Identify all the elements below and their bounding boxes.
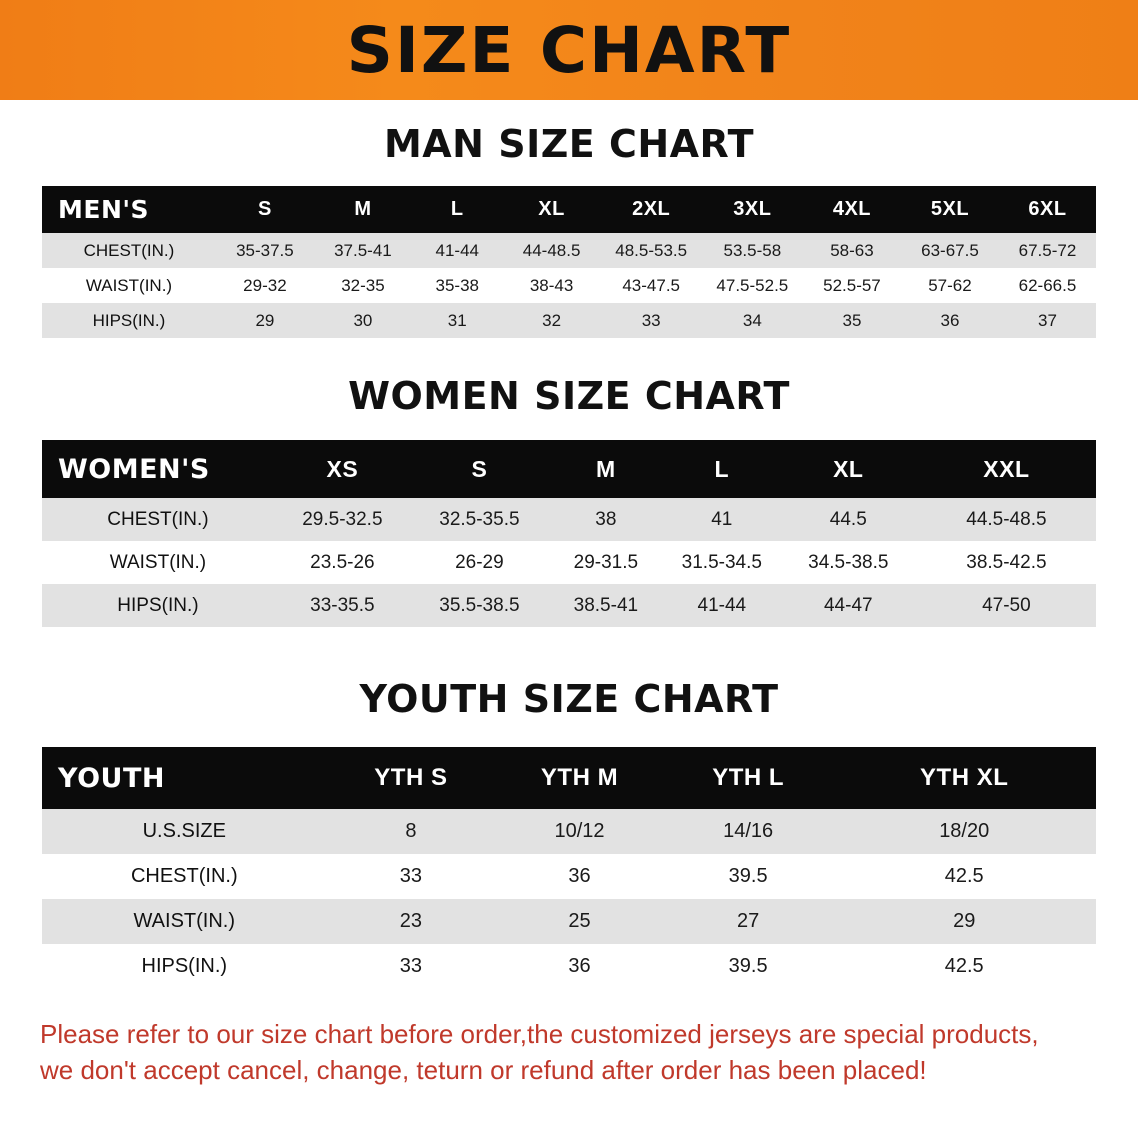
- column-header: S: [471, 455, 488, 482]
- column-header: MEN'S: [58, 195, 150, 224]
- table-cell: 23: [399, 910, 423, 932]
- youth-size-table: [42, 747, 1096, 989]
- table-cell: 33-35.5: [310, 594, 375, 616]
- row-label: HIPS(IN.): [141, 955, 228, 977]
- policy-note-line-2: we don't accept cancel, change, teturn or refund after order has been placed!: [40, 1054, 927, 1085]
- page-banner: [0, 0, 1138, 100]
- table-cell: 58-63: [830, 240, 874, 260]
- table-cell: 29-32: [243, 275, 287, 295]
- table-cell: 39.5: [728, 865, 768, 887]
- table-cell: 33: [641, 310, 661, 330]
- column-header: 5XL: [930, 198, 970, 220]
- table-cell: 41: [711, 508, 733, 530]
- row-label: CHEST(IN.): [83, 240, 175, 260]
- page-title: SIZE CHART: [346, 13, 792, 87]
- man-section-title: MAN SIZE CHART: [383, 122, 755, 166]
- table-cell: 44.5: [829, 508, 867, 530]
- table-cell: 34: [742, 310, 762, 330]
- column-header: YTH S: [374, 764, 448, 791]
- table-cell: 25: [568, 910, 591, 932]
- table-cell: 37.5-41: [334, 240, 392, 260]
- table-cell: 35-38: [435, 275, 479, 295]
- column-header: L: [450, 198, 464, 220]
- column-header: WOMEN'S: [58, 453, 210, 485]
- column-header: YOUTH: [58, 762, 165, 794]
- table-cell: 29.5-32.5: [302, 508, 383, 530]
- table-cell: 44-47: [823, 594, 873, 616]
- table-cell: 57-62: [928, 275, 972, 295]
- table-cell: 36: [940, 310, 960, 330]
- youth-section-title: YOUTH SIZE CHART: [359, 677, 779, 721]
- row-label: WAIST(IN.): [133, 910, 236, 932]
- table-cell: 38: [595, 508, 617, 530]
- women-section-title: WOMEN SIZE CHART: [348, 374, 790, 418]
- column-header: XS: [326, 455, 359, 482]
- table-cell: 41-44: [697, 594, 747, 616]
- table-cell: 10/12: [554, 820, 605, 842]
- column-header: YTH M: [540, 764, 619, 791]
- table-cell: 23.5-26: [310, 551, 375, 573]
- table-cell: 29: [255, 310, 275, 330]
- column-header: YTH L: [712, 764, 785, 791]
- column-header: 4XL: [832, 198, 872, 220]
- column-header: 3XL: [733, 198, 772, 220]
- table-cell: 38-43: [529, 275, 574, 295]
- table-row: [42, 809, 1096, 854]
- table-cell: 30: [353, 310, 373, 330]
- row-label: CHEST(IN.): [130, 865, 238, 887]
- row-label: HIPS(IN.): [92, 310, 166, 330]
- table-cell: 43-47.5: [622, 275, 681, 295]
- table-cell: 34.5-38.5: [808, 551, 889, 573]
- column-header: 6XL: [1028, 198, 1067, 220]
- column-header: L: [714, 455, 730, 482]
- policy-note: [40, 1017, 1098, 1089]
- table-cell: 33: [399, 955, 423, 977]
- table-header-row: [42, 747, 1096, 809]
- table-cell: 38.5-42.5: [966, 551, 1047, 573]
- table-header-row: [42, 440, 1096, 498]
- table-cell: 32-35: [341, 275, 385, 295]
- table-cell: 48.5-53.5: [615, 240, 688, 260]
- table-header-row: [42, 186, 1096, 233]
- table-cell: 39.5: [728, 955, 768, 977]
- table-cell: 44.5-48.5: [966, 508, 1047, 530]
- table-row: [42, 854, 1096, 899]
- row-label: WAIST(IN.): [109, 551, 207, 573]
- table-cell: 27: [737, 910, 760, 932]
- table-cell: 31.5-34.5: [681, 551, 762, 573]
- column-header: 2XL: [632, 198, 671, 220]
- youth-table-wrap: [42, 747, 1096, 989]
- table-cell: 14/16: [723, 820, 774, 842]
- table-cell: 47.5-52.5: [716, 275, 789, 295]
- table-row: [42, 233, 1096, 268]
- table-row: [42, 584, 1096, 627]
- row-label: CHEST(IN.): [107, 508, 209, 530]
- table-cell: 53.5-58: [723, 240, 782, 260]
- table-cell: 29: [953, 910, 976, 932]
- column-header: XL: [538, 198, 565, 220]
- table-cell: 44-48.5: [522, 240, 581, 260]
- table-cell: 37: [1038, 310, 1057, 330]
- table-row: [42, 541, 1096, 584]
- table-cell: 42.5: [944, 865, 984, 887]
- table-cell: 32: [542, 310, 562, 330]
- policy-note-line-1: Please refer to our size chart before order,the customized jerseys are special products,: [40, 1019, 1039, 1049]
- row-label: HIPS(IN.): [117, 594, 199, 616]
- table-cell: 47-50: [982, 594, 1031, 616]
- table-cell: 35.5-38.5: [439, 594, 520, 616]
- table-cell: 8: [405, 820, 417, 842]
- table-cell: 35-37.5: [236, 240, 294, 260]
- man-size-table: [42, 186, 1096, 338]
- column-header: M: [596, 455, 616, 482]
- table-row: [42, 268, 1096, 303]
- column-header: YTH XL: [920, 764, 1009, 791]
- table-row: [42, 944, 1096, 989]
- table-cell: 63-67.5: [921, 240, 979, 260]
- table-row: [42, 498, 1096, 541]
- table-row: [42, 899, 1096, 944]
- row-label: WAIST(IN.): [85, 275, 173, 295]
- table-cell: 33: [399, 865, 423, 887]
- column-header: XXL: [983, 455, 1030, 482]
- man-table-wrap: [42, 186, 1096, 338]
- table-cell: 26-29: [455, 551, 504, 573]
- table-row: [42, 303, 1096, 338]
- table-cell: 42.5: [944, 955, 984, 977]
- column-header: M: [354, 198, 372, 220]
- table-cell: 41-44: [435, 240, 479, 260]
- table-cell: 35: [842, 310, 862, 330]
- table-cell: 29-31.5: [573, 551, 639, 573]
- column-header: S: [257, 198, 272, 220]
- table-cell: 36: [568, 955, 591, 977]
- women-table-wrap: [42, 440, 1096, 627]
- table-cell: 18/20: [939, 820, 990, 842]
- column-header: XL: [833, 455, 864, 482]
- table-cell: 32.5-35.5: [439, 508, 520, 530]
- table-cell: 36: [568, 865, 591, 887]
- row-label: U.S.SIZE: [142, 820, 226, 842]
- table-cell: 31: [447, 310, 467, 330]
- table-cell: 38.5-41: [573, 594, 639, 616]
- women-size-table: [42, 440, 1096, 627]
- table-cell: 62-66.5: [1018, 275, 1077, 295]
- table-cell: 52.5-57: [823, 275, 881, 295]
- table-cell: 67.5-72: [1018, 240, 1077, 260]
